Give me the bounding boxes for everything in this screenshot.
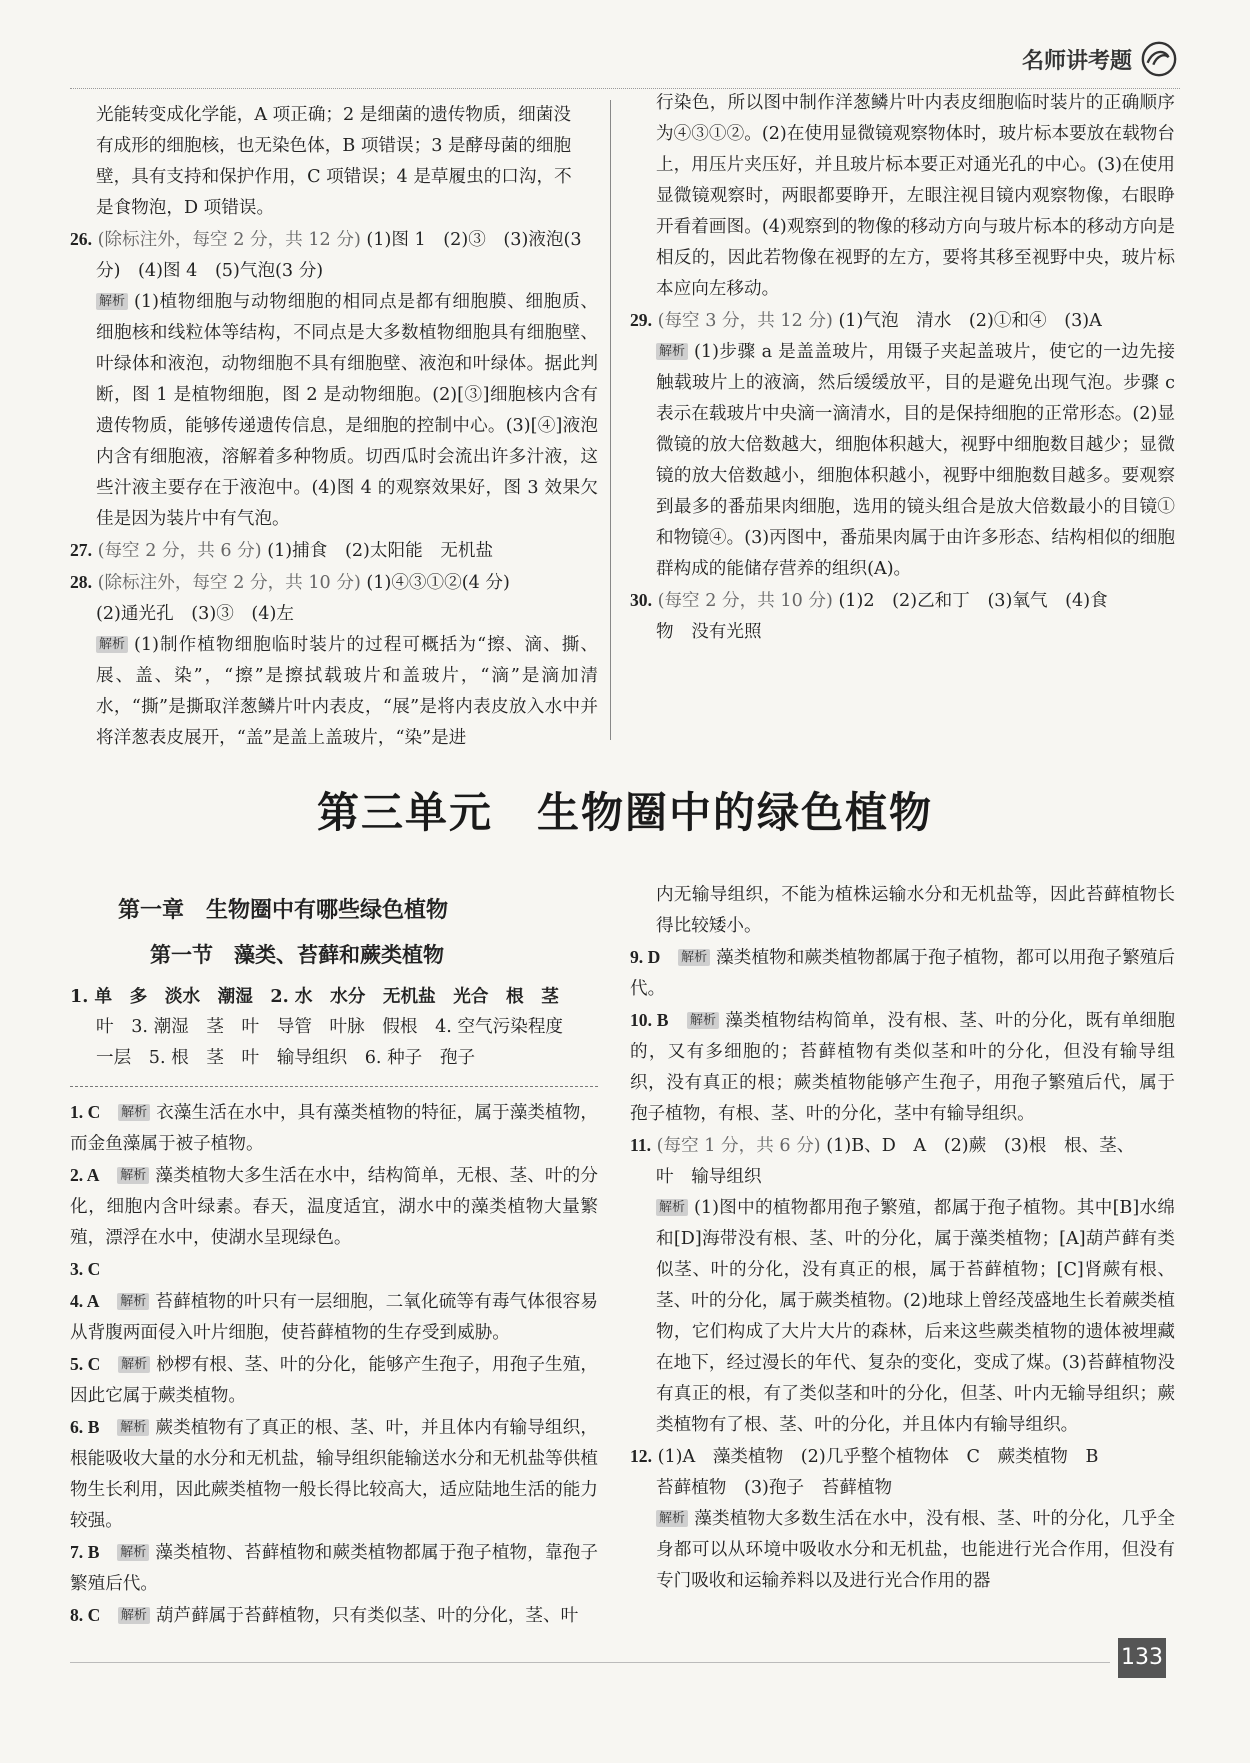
fill-blank-line: 一层 5. 根 茎 叶 输导组织 6. 种子 孢子 — [96, 1048, 476, 1068]
question-number: 5. C — [70, 1354, 101, 1374]
scoring-note: (除标注外，每空 2 分，共 10 分) — [97, 573, 361, 593]
analysis-text: 葫芦藓属于苔藓植物，只有类似茎、叶的分化，茎、叶 — [155, 1606, 579, 1626]
analysis-text: 藻类植物、苔藓植物和蕨类植物都属于孢子植物，靠孢子繁殖后代。 — [70, 1543, 598, 1594]
bottom-left-column — [70, 895, 598, 1632]
answer-item — [70, 1537, 598, 1600]
answer-item — [70, 1160, 598, 1254]
analysis-tag: 解析 — [117, 1167, 149, 1184]
continuation-line: 壁，具有支持和保护作用，C 项错误；4 是草履虫的口沟，不 — [96, 167, 572, 187]
question-11 — [630, 1130, 1175, 1441]
answer-text: (1)A 藻类植物 (2)几乎整个植物体 C 蕨类植物 B — [657, 1447, 1099, 1467]
analysis-text: 藻类植物结构简单，没有根、茎、叶的分化，既有单细胞的，又有多细胞的；苔藓植物有类似茎和叶的分化，但没有输导组织，没有真正的根；蕨类植物能够产生孢子，用孢子繁殖后代，属于孢子植物，有根、茎、叶的分化，茎中有输导组织。 — [630, 1011, 1175, 1124]
answer-text: 分) (4)图 4 (5)气泡(3 分) — [96, 261, 324, 281]
fill-blank-line: 1. 单 多 淡水 潮湿 2. 水 水分 无机盐 光合 根 茎 — [70, 986, 559, 1007]
answer-item — [70, 1600, 598, 1632]
brand-title: 名师讲考题 — [1021, 48, 1132, 74]
question-26 — [70, 224, 598, 535]
analysis-text: (1)图中的植物都用孢子繁殖，都属于孢子植物。其中[B]水绵和[D]海带没有根、茎、叶的分化，属于藻类植物；[A]葫芦藓有类似茎、叶的分化，没有真正的根，属于苔藓植物；[C]肾蕨有根、茎、叶的分化，属于蕨类植物。(2)地球上曾经茂盛地生长着蕨类植物，它们构成了大片大片的森林，后来这些蕨类植物的遗体被埋藏在地下，经过漫长的年代、复杂的变化，变成了煤。(3)苔藓植物没有真正的根，有了类似茎和叶的分化，但茎、叶内无输导组织；蕨类植物有了根、茎、叶的分化，并且体内有输导组织。 — [656, 1198, 1175, 1435]
section-title: 第一节 藻类、苔藓和蕨类植物 — [150, 943, 444, 967]
unit-title: 第三单元 生物圈中的绿色植物 — [316, 788, 933, 837]
scoring-note: (除标注外，每空 2 分，共 12 分) — [97, 230, 361, 250]
analysis-tag: 解析 — [656, 343, 688, 360]
analysis-tag: 解析 — [96, 636, 128, 653]
answer-item — [630, 1005, 1175, 1130]
answer-text: (2)通光孔 (3)③ (4)左 — [96, 604, 294, 624]
question-number: 8. C — [70, 1605, 101, 1625]
fill-blank-line: 叶 3. 潮湿 茎 叶 导管 叶脉 假根 4. 空气污染程度 — [96, 1017, 564, 1037]
answer-text: 物 没有光照 — [656, 622, 762, 642]
question-number: 28. — [70, 572, 92, 592]
analysis-text: 藻类植物大多数生活在水中，没有根、茎、叶的分化，几乎全身都可以从环境中吸收水分和无机盐，也能进行光合作用，但没有专门吸收和运输养料以及进行光合作用的器 — [656, 1509, 1175, 1591]
swirl-logo-icon — [1140, 40, 1178, 78]
analysis-tag: 解析 — [687, 1012, 719, 1029]
answer-text: (1)B、D A (2)蕨 (3)根 根、茎、 — [826, 1136, 1135, 1156]
question-number: 10. B — [630, 1010, 669, 1030]
top-left-column — [70, 100, 598, 754]
continuation-line: 光能转变成化学能，A 项正确；2 是细菌的遗传物质，细菌没 — [96, 105, 571, 125]
question-number: 3. C — [70, 1259, 101, 1279]
analysis-tag: 解析 — [118, 1607, 150, 1624]
analysis-tag: 解析 — [117, 1293, 149, 1310]
analysis-tag: 解析 — [678, 949, 710, 966]
question-number: 12. — [630, 1446, 652, 1466]
bottom-right-column — [630, 880, 1175, 1597]
answer-item — [70, 1097, 598, 1160]
analysis-text: 苔藓植物的叶只有一层细胞，二氧化硫等有毒气体很容易从背腹两面侵入叶片细胞，使苔藓植物的生存受到威胁。 — [70, 1292, 598, 1343]
continuation-text: 行染色，所以图中制作洋葱鳞片叶内表皮细胞临时装片的正确顺序为④③①②。(2)在使用显微镜观察物体时，玻片标本要放在载物台上，用压片夹压好，并且玻片标本要正对通光孔的中心。(3)在使用显微镜观察时，两眼都要睁开，左眼注视目镜内观察物像，右眼睁开看着画图。(4)观察到的物像的移动方向与玻片标本的移动方向是相反的，因此若物像在视野的左方，要将其移至视野中央，玻片标本应向左移动。 — [656, 93, 1175, 299]
scoring-note: (每空 1 分，共 6 分) — [656, 1136, 821, 1156]
question-number: 6. B — [70, 1417, 100, 1437]
analysis-text: 藻类植物大多生活在水中，结构简单，无根、茎、叶的分化，细胞内含叶绿素。春天，温度适宜，湖水中的藻类植物大量繁殖，漂浮在水中，使湖水呈现绿色。 — [70, 1166, 598, 1248]
question-number: 4. A — [70, 1291, 100, 1311]
continuation-text: 内无输导组织，不能为植株运输水分和无机盐等，因此苔藓植物长得比较矮小。 — [656, 885, 1175, 936]
question-number: 11. — [630, 1135, 652, 1155]
question-28 — [70, 567, 598, 754]
question-number: 1. C — [70, 1102, 101, 1122]
question-number: 2. A — [70, 1165, 100, 1185]
question-number: 9. D — [630, 947, 661, 967]
column-divider — [610, 100, 611, 740]
analysis-tag: 解析 — [96, 293, 128, 310]
analysis-text: 衣藻生活在水中，具有藻类植物的特征，属于藻类植物，而金鱼藻属于被子植物。 — [70, 1103, 598, 1154]
question-number: 29. — [630, 310, 652, 330]
header-brand — [1022, 40, 1178, 78]
analysis-tag: 解析 — [656, 1199, 688, 1216]
continuation-line: 是食物泡，D 项错误。 — [96, 198, 275, 218]
question-number: 27. — [70, 540, 92, 560]
chapter-title: 第一章 生物圈中有哪些绿色植物 — [118, 898, 449, 923]
answer-item — [70, 1254, 598, 1286]
analysis-tag: 解析 — [117, 1544, 149, 1561]
answer-item — [70, 1349, 598, 1412]
answer-text: 苔藓植物 (3)孢子 苔藓植物 — [656, 1478, 893, 1498]
analysis-text: (1)制作植物细胞临时装片的过程可概括为“擦、滴、撕、展、盖、染”，“擦”是擦拭载玻片和盖玻片，“滴”是滴加清水，“撕”是撕取洋葱鳞片叶内表皮，“展”是将内表皮放入水中并将洋葱表皮展开，“盖”是盖上盖玻片，“染”是进 — [96, 635, 598, 748]
analysis-tag: 解析 — [118, 1356, 150, 1373]
analysis-text: (1)步骤 a 是盖盖玻片，用镊子夹起盖玻片，使它的一边先接触载玻片上的液滴，然后缓缓放平，目的是避免出现气泡。步骤 c 表示在载玻片中央滴一滴清水，目的是保持细胞的正常形态。(2)显微镜的放大倍数越大，细胞体积越大，视野中细胞数目越少；显微镜的放大倍数越小，细胞体积越小，视野中细胞数目越多。要观察到最多的番茄果肉细胞，选用的镜头组合是放大倍数最小的目镜①和物镜④。(3)丙图中，番茄果肉属于由许多形态、结构相似的细胞群构成的能储存营养的组织(A)。 — [656, 342, 1175, 579]
question-number: 7. B — [70, 1542, 100, 1562]
answer-text: (1)捕食 (2)太阳能 无机盐 — [267, 541, 494, 561]
answer-text: 叶 输导组织 — [656, 1167, 762, 1187]
question-29 — [630, 305, 1175, 585]
question-12 — [630, 1441, 1175, 1597]
analysis-tag: 解析 — [117, 1419, 149, 1436]
top-right-column — [630, 88, 1175, 648]
answer-item — [630, 942, 1175, 1005]
analysis-tag: 解析 — [118, 1104, 150, 1121]
footer-rule — [70, 1662, 1110, 1663]
scoring-note: (每空 2 分，共 10 分) — [657, 591, 833, 611]
answer-item — [70, 1286, 598, 1349]
question-number: 30. — [630, 590, 652, 610]
page-number: 133 — [1118, 1638, 1166, 1678]
answer-text: (1)气泡 清水 (2)①和④ (3)A — [838, 311, 1102, 331]
section-divider — [70, 1086, 598, 1087]
analysis-text: 桫椤有根、茎、叶的分化，能够产生孢子，用孢子生殖，因此它属于蕨类植物。 — [70, 1355, 598, 1406]
analysis-tag: 解析 — [656, 1510, 688, 1527]
answer-item — [70, 1412, 598, 1537]
analysis-text: 蕨类植物有了真正的根、茎、叶，并且体内有输导组织，根能吸收大量的水分和无机盐，输导组织能输送水分和无机盐等供植物生长利用，因此蕨类植物一般长得比较高大，适应陆地生活的能力较强。 — [70, 1418, 598, 1531]
answer-text: (1)2 (2)乙和丁 (3)氧气 (4)食 — [838, 591, 1108, 611]
answer-text: (1)④③①②(4 分) — [366, 573, 510, 593]
scoring-note: (每空 3 分，共 12 分) — [657, 311, 833, 331]
analysis-text: 藻类植物和蕨类植物都属于孢子植物，都可以用孢子繁殖后代。 — [630, 948, 1175, 999]
continuation-line: 有成形的细胞核，也无染色体，B 项错误；3 是酵母菌的细胞 — [96, 136, 572, 156]
scoring-note: (每空 2 分，共 6 分) — [97, 541, 262, 561]
question-30 — [630, 585, 1175, 648]
question-number: 26. — [70, 229, 92, 249]
answer-text: (1)图 1 (2)③ (3)液泡(3 — [366, 230, 582, 250]
question-27 — [70, 535, 598, 567]
analysis-text: (1)植物细胞与动物细胞的相同点是都有细胞膜、细胞质、细胞核和线粒体等结构，不同点是大多数植物细胞具有细胞壁、叶绿体和液泡，动物细胞不具有细胞壁、液泡和叶绿体。据此判断，图 1 是植物细胞，图 2 是动物细胞。(2)[③]细胞核内含有遗传物质，能够传递遗传信息，是细胞的控制中心。(3)[④]液泡内含有细胞液，溶解着多种物质。切西瓜时会流出许多汁液，这些汁液主要存在于液泡中。(4)图 4 的观察效果好，图 3 效果欠佳是因为装片中有气泡。 — [96, 292, 598, 529]
